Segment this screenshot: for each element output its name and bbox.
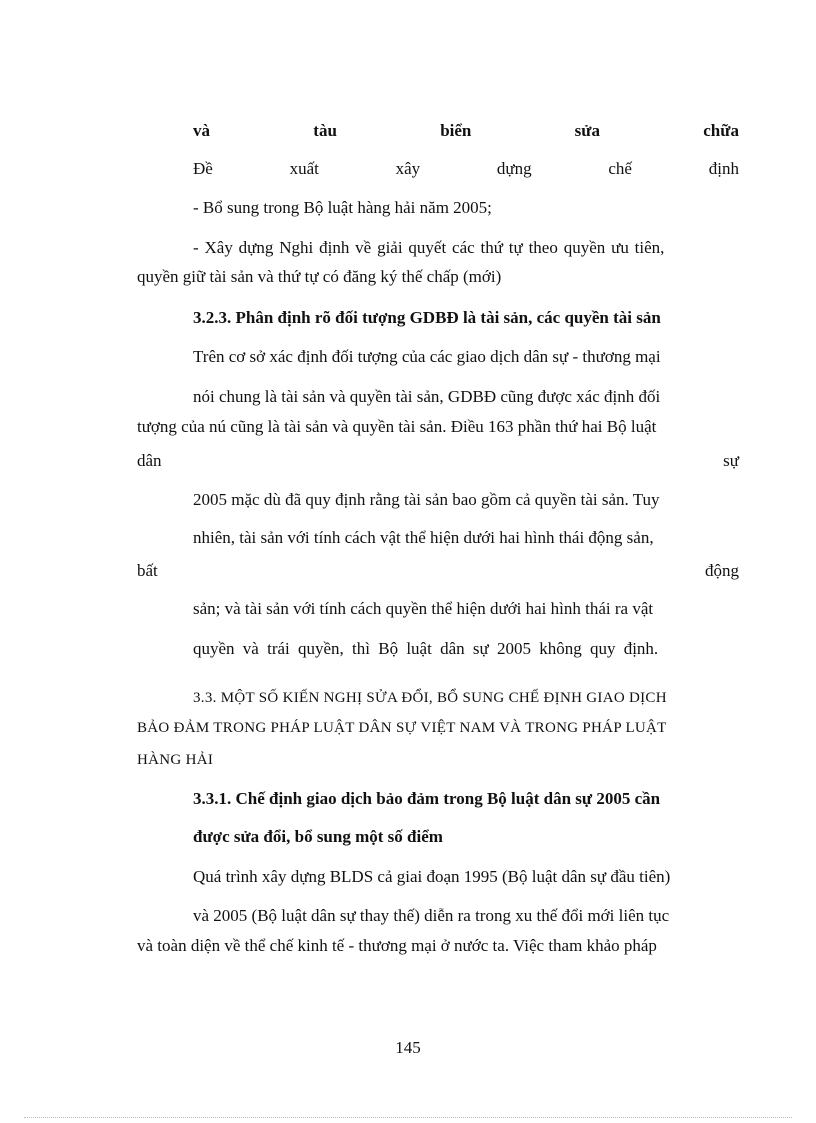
text-line: nói chung là tài sản và quyền tài sản, GDBĐ cũng được xác định đối [193, 387, 661, 406]
word: xuất [289, 159, 319, 178]
word: dựng [496, 159, 532, 178]
page-number: 145 [395, 1038, 421, 1057]
word: xây [395, 159, 421, 178]
word: tàu [313, 121, 337, 140]
text-line: Quá trình xây dựng BLDS cả giai đoạn 1995 (Bộ luật dân sự đầu tiên) [193, 867, 671, 886]
section-heading-caps: HÀNG HẢI [137, 752, 214, 768]
text-line: quyền và trái quyền, thì Bộ luật dân sự 2005 không quy định. [193, 639, 659, 658]
text-line [137, 560, 739, 582]
subsection-heading: được sửa đổi, bổ sung một số điểm [193, 827, 443, 846]
text-line [193, 158, 739, 180]
text-line: và 2005 (Bộ luật dân sự thay thế) diễn ra trong xu thế đổi mới liên tục [193, 906, 670, 925]
section-heading-caps: 3.3. MỘT SỐ KIẾN NGHỊ SỬA ĐỔI, BỔ SUNG CHẾ ĐỊNH GIAO DỊCH [193, 690, 667, 706]
subsection-heading: 3.3.1. Chế định giao dịch bảo đảm trong Bộ luật dân sự 2005 cần [193, 789, 661, 808]
text-line: sản; và tài sản với tính cách quyền thể hiện dưới hai hình thái ra vật [193, 599, 654, 618]
word: chữa [703, 121, 739, 140]
text-line [137, 450, 739, 472]
text-line: tượng của nú cũng là tài sản và quyền tài sản. Điều 163 phần thứ hai Bộ luật [137, 417, 657, 436]
text-line: và toàn diện về thể chế kinh tế - thương mại ở nước ta. Việc tham khảo pháp [137, 936, 657, 955]
word: động [705, 561, 739, 580]
text-line: - Xây dựng Nghi định về giải quyết các thứ tự theo quyền ưu tiên, [193, 238, 665, 257]
text-line: quyền giữ tài sản và thứ tự có đăng ký thế chấp (mới) [137, 267, 502, 286]
section-heading-caps: BẢO ĐẢM TRONG PHÁP LUẬT DÂN SỰ VIỆT NAM VÀ TRONG PHÁP LUẬT [137, 720, 667, 736]
text-line [193, 120, 739, 142]
footer-divider [24, 1117, 792, 1118]
word: chế [608, 159, 632, 178]
text-line: Trên cơ sở xác định đối tượng của các giao dịch dân sự - thương mại [193, 347, 661, 366]
word: và [193, 121, 210, 140]
word: dân [137, 451, 162, 470]
text-line: 2005 mặc dù đã quy định rằng tài sản bao gồm cả quyền tài sản. Tuy [193, 490, 660, 509]
word: định [708, 159, 739, 178]
word: bất [137, 561, 158, 580]
word: sự [723, 451, 739, 470]
word: biển [440, 121, 472, 140]
section-heading: 3.2.3. Phân định rõ đối tượng GDBĐ là tài sản, các quyền tài sản [193, 308, 661, 327]
text-line: nhiên, tài sản với tính cách vật thể hiện dưới hai hình thái động sản, [193, 528, 654, 547]
word: Đề [193, 159, 213, 178]
text-line: - Bổ sung trong Bộ luật hàng hải năm 2005; [193, 198, 492, 217]
word: sửa [574, 121, 600, 140]
